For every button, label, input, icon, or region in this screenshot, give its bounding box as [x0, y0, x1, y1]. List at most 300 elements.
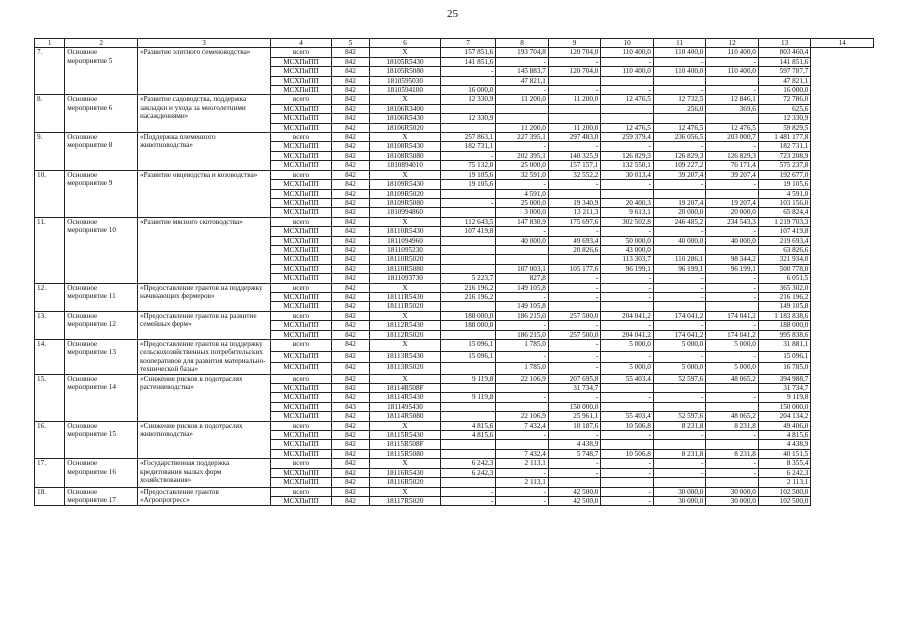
header-cell: 14 — [811, 39, 874, 48]
amount-cell: - — [601, 86, 654, 95]
amount-cell: 20 000,0 — [653, 208, 706, 217]
amount-cell: - — [653, 459, 706, 468]
budget-code-cell: 18111R5020 — [370, 302, 441, 311]
executor-cell: МСХПиПП — [271, 86, 332, 95]
grbs-code-cell: 842 — [331, 245, 369, 254]
executor-cell: МСХПиПП — [271, 236, 332, 245]
amount-cell: 145 883,7 — [496, 67, 549, 76]
amount-cell — [440, 478, 496, 487]
amount-cell: 625,6 — [758, 104, 811, 113]
budget-code-cell: 18113R5430 — [370, 351, 441, 363]
amount-cell: 203 000,7 — [706, 133, 759, 142]
amount-cell: 16 000,0 — [758, 86, 811, 95]
amount-cell: - — [440, 496, 496, 505]
amount-cell: 157 157,1 — [548, 161, 601, 170]
table-row — [35, 283, 874, 292]
amount-cell: 52 597,6 — [653, 412, 706, 421]
amount-cell: - — [601, 487, 654, 496]
amount-cell: 149 105,8 — [496, 302, 549, 311]
amount-cell: - — [601, 351, 654, 363]
amount-cell: 150 000,0 — [548, 402, 601, 411]
amount-cell: - — [601, 292, 654, 301]
amount-cell: 4 591,0 — [758, 189, 811, 198]
amount-cell: 256,0 — [653, 104, 706, 113]
amount-cell: 19 105,6 — [440, 170, 496, 179]
amount-cell — [548, 478, 601, 487]
amount-cell: 126 829,3 — [653, 151, 706, 160]
amount-cell: 49 406,0 — [758, 421, 811, 430]
amount-cell — [440, 412, 496, 421]
amount-cell: 216 196,2 — [440, 292, 496, 301]
amount-cell — [706, 114, 759, 123]
amount-cell: 30 000,0 — [706, 487, 759, 496]
amount-cell: - — [496, 292, 549, 301]
executor-cell: МСХПиПП — [271, 302, 332, 311]
amount-cell — [706, 189, 759, 198]
amount-cell — [440, 236, 496, 245]
amount-cell — [548, 189, 601, 198]
measure-name-cell: Основное мероприятие 5 — [65, 48, 138, 95]
amount-cell — [601, 478, 654, 487]
budget-code-cell: 18110R5080 — [370, 264, 441, 273]
program-title-cell: «Предоставление грантов на развитие семейных ферм» — [137, 311, 270, 339]
executor-cell: МСХПиПП — [271, 393, 332, 402]
amount-cell: 803 460,4 — [758, 48, 811, 57]
table-row — [35, 311, 874, 320]
table-row — [35, 95, 874, 104]
executor-cell: всего — [271, 311, 332, 320]
executor-cell: МСХПиПП — [271, 363, 332, 375]
amount-cell: 22 106,9 — [496, 374, 549, 383]
amount-cell: 11 200,0 — [496, 95, 549, 104]
table-row — [35, 374, 874, 383]
executor-cell: МСХПиПП — [271, 330, 332, 339]
amount-cell: 246 485,2 — [653, 217, 706, 226]
amount-cell: 182 731,1 — [758, 142, 811, 151]
amount-cell: 10 506,8 — [601, 449, 654, 458]
amount-cell — [653, 189, 706, 198]
amount-cell: 3 000,0 — [496, 208, 549, 217]
amount-cell: - — [601, 459, 654, 468]
amount-cell: 216 196,2 — [440, 283, 496, 292]
budget-code-cell: 18106R5430 — [370, 114, 441, 123]
amount-cell: 193 704,8 — [496, 48, 549, 57]
amount-cell: 103 156,0 — [758, 198, 811, 207]
amount-cell: - — [601, 142, 654, 151]
amount-cell: 188 000,0 — [758, 321, 811, 330]
grbs-code-cell: 842 — [331, 198, 369, 207]
budget-code-cell: X — [370, 48, 441, 57]
row-number-cell: 14. — [35, 340, 65, 375]
amount-cell: 4 815,6 — [440, 431, 496, 440]
budget-code-cell: 18114R5080 — [370, 412, 441, 421]
amount-cell: 6 242,3 — [758, 468, 811, 477]
amount-cell: 126 829,3 — [706, 151, 759, 160]
amount-cell — [440, 402, 496, 411]
amount-cell: 149 105,8 — [496, 283, 549, 292]
amount-cell: 48 065,2 — [706, 412, 759, 421]
measure-name-cell: Основное мероприятие 8 — [65, 133, 138, 171]
amount-cell: 55 403,4 — [601, 374, 654, 383]
amount-cell: - — [653, 274, 706, 283]
amount-cell: 6 242,3 — [440, 459, 496, 468]
amount-cell: - — [653, 321, 706, 330]
amount-cell: 63 826,6 — [758, 245, 811, 254]
amount-cell: 20 000,0 — [706, 208, 759, 217]
amount-cell: 1 785,0 — [496, 340, 549, 352]
amount-cell: - — [706, 468, 759, 477]
amount-cell: - — [653, 292, 706, 301]
amount-cell: 16 785,0 — [758, 363, 811, 375]
grbs-code-cell: 842 — [331, 321, 369, 330]
header-cell: 3 — [137, 39, 270, 48]
amount-cell: - — [548, 468, 601, 477]
amount-cell — [706, 76, 759, 85]
amount-cell: 147 830,9 — [496, 217, 549, 226]
amount-cell — [706, 384, 759, 393]
grbs-code-cell: 842 — [331, 283, 369, 292]
amount-cell: 132 550,1 — [601, 161, 654, 170]
executor-cell: МСХПиПП — [271, 440, 332, 449]
header-row — [35, 39, 874, 48]
amount-cell: 7 432,4 — [496, 449, 549, 458]
amount-cell: 42 500,0 — [548, 496, 601, 505]
header-cell: 8 — [496, 39, 549, 48]
amount-cell: 188 000,0 — [440, 321, 496, 330]
amount-cell — [601, 189, 654, 198]
amount-cell: - — [548, 274, 601, 283]
amount-cell: 302 502,8 — [601, 217, 654, 226]
executor-cell: всего — [271, 487, 332, 496]
measure-name-cell: Основное мероприятие 15 — [65, 421, 138, 459]
amount-cell — [440, 302, 496, 311]
amount-cell — [440, 255, 496, 264]
row-number-cell: 16. — [35, 421, 65, 459]
grbs-code-cell: 842 — [331, 302, 369, 311]
amount-cell: 12 476,5 — [653, 123, 706, 132]
amount-cell: - — [496, 431, 549, 440]
amount-cell — [653, 402, 706, 411]
amount-cell: - — [496, 351, 549, 363]
grbs-code-cell: 842 — [331, 330, 369, 339]
amount-cell: 5 223,7 — [440, 274, 496, 283]
amount-cell — [496, 255, 549, 264]
grbs-code-cell: 842 — [331, 227, 369, 236]
program-title-cell: «Предоставление грантов на поддержку сельскохозяйственных потребительских кооперативов для развития материально-технической базы» — [137, 340, 270, 375]
amount-cell: 827,8 — [496, 274, 549, 283]
amount-cell: 175 697,6 — [548, 217, 601, 226]
amount-cell: 2 113,1 — [496, 478, 549, 487]
budget-code-cell: 18109R5080 — [370, 198, 441, 207]
amount-cell: - — [496, 86, 549, 95]
amount-cell — [440, 123, 496, 132]
budget-code-cell: X — [370, 487, 441, 496]
amount-cell: 192 677,0 — [758, 170, 811, 179]
grbs-code-cell: 842 — [331, 104, 369, 113]
grbs-code-cell: 842 — [331, 170, 369, 179]
amount-cell — [440, 104, 496, 113]
amount-cell: 12 476,5 — [601, 95, 654, 104]
amount-cell: 31 881,1 — [758, 340, 811, 352]
amount-cell: 234 543,3 — [706, 217, 759, 226]
row-number-cell: 17. — [35, 459, 65, 487]
amount-cell — [706, 245, 759, 254]
amount-cell: - — [601, 227, 654, 236]
amount-cell: 110 400,0 — [706, 67, 759, 76]
amount-cell: - — [706, 292, 759, 301]
amount-cell: 40 000,0 — [653, 236, 706, 245]
budget-code-cell: 1810994860 — [370, 208, 441, 217]
amount-cell: 15 096,1 — [440, 340, 496, 352]
amount-cell: - — [653, 283, 706, 292]
executor-cell: МСХПиПП — [271, 180, 332, 189]
amount-cell: 30 013,4 — [601, 170, 654, 179]
budget-code-cell: 1810595030 — [370, 76, 441, 85]
amount-cell — [601, 302, 654, 311]
budget-code-cell: 18109R5020 — [370, 189, 441, 198]
amount-cell — [706, 440, 759, 449]
amount-cell: 47 821,1 — [758, 76, 811, 85]
amount-cell: 257 500,0 — [548, 311, 601, 320]
amount-cell: 204 041,2 — [601, 311, 654, 320]
amount-cell — [601, 440, 654, 449]
executor-cell: МСХПиПП — [271, 142, 332, 151]
row-number-cell: 12. — [35, 283, 65, 311]
header-cell: 6 — [370, 39, 441, 48]
amount-cell: 1 481 177,8 — [758, 133, 811, 142]
budget-code-cell: X — [370, 459, 441, 468]
amount-cell: 207 695,8 — [548, 374, 601, 383]
grbs-code-cell: 842 — [331, 459, 369, 468]
budget-code-cell: 18112R5430 — [370, 321, 441, 330]
amount-cell: 72 786,0 — [758, 95, 811, 104]
amount-cell: 98 344,2 — [706, 255, 759, 264]
amount-cell: 2 113,1 — [758, 478, 811, 487]
amount-cell: - — [440, 151, 496, 160]
grbs-code-cell: 842 — [331, 236, 369, 245]
amount-cell: - — [653, 180, 706, 189]
amount-cell — [548, 114, 601, 123]
amount-cell: 40 000,0 — [496, 236, 549, 245]
executor-cell: всего — [271, 340, 332, 352]
grbs-code-cell: 842 — [331, 421, 369, 430]
amount-cell: 236 056,5 — [653, 133, 706, 142]
amount-cell: - — [601, 393, 654, 402]
header-cell: 12 — [706, 39, 759, 48]
amount-cell: 47 821,1 — [496, 76, 549, 85]
amount-cell: 55 403,4 — [601, 412, 654, 421]
amount-cell: 49 693,4 — [548, 236, 601, 245]
executor-cell: всего — [271, 374, 332, 383]
amount-cell: 186 215,0 — [496, 311, 549, 320]
amount-cell: 15 096,1 — [440, 351, 496, 363]
budget-code-cell: X — [370, 340, 441, 352]
budget-code-cell: X — [370, 133, 441, 142]
amount-cell: 15 096,1 — [758, 351, 811, 363]
grbs-code-cell: 842 — [331, 363, 369, 375]
amount-cell: 112 643,5 — [440, 217, 496, 226]
amount-cell: 31 734,7 — [758, 384, 811, 393]
program-title-cell: «Развитие садоводства, поддержка закладки и ухода за многолетними насаждениями» — [137, 95, 270, 133]
amount-cell: 110 400,0 — [601, 67, 654, 76]
amount-cell: 48 065,2 — [706, 374, 759, 383]
amount-cell: - — [496, 142, 549, 151]
amount-cell: - — [496, 57, 549, 66]
program-title-cell: «Поддержка племенного животноводства» — [137, 133, 270, 171]
table-row — [35, 459, 874, 468]
amount-cell: 186 215,0 — [496, 330, 549, 339]
measure-name-cell: Основное мероприятие 11 — [65, 283, 138, 311]
budget-code-cell: 18110R5430 — [370, 227, 441, 236]
amount-cell — [440, 245, 496, 254]
amount-cell — [440, 330, 496, 339]
amount-cell — [496, 245, 549, 254]
amount-cell: 110 400,0 — [601, 48, 654, 57]
amount-cell — [548, 302, 601, 311]
grbs-code-cell: 842 — [331, 496, 369, 505]
amount-cell — [440, 384, 496, 393]
amount-cell: 257 863,1 — [440, 133, 496, 142]
executor-cell: всего — [271, 217, 332, 226]
executor-cell: МСХПиПП — [271, 321, 332, 330]
header-cell: 9 — [548, 39, 601, 48]
grbs-code-cell: 842 — [331, 123, 369, 132]
amount-cell: - — [706, 180, 759, 189]
amount-cell: 4 438,9 — [758, 440, 811, 449]
amount-cell: 12 846,1 — [706, 95, 759, 104]
budget-code-cell: 1810894010 — [370, 161, 441, 170]
row-number-cell: 18. — [35, 487, 65, 506]
executor-cell: МСХПиПП — [271, 255, 332, 264]
program-title-cell: «Развитие элитного семеноводства» — [137, 48, 270, 95]
grbs-code-cell: 842 — [331, 264, 369, 273]
amount-cell: 110 400,0 — [706, 48, 759, 57]
amount-cell: 500 778,0 — [758, 264, 811, 273]
budget-code-cell: 18108R5080 — [370, 151, 441, 160]
amount-cell — [548, 255, 601, 264]
amount-cell: 107 003,1 — [496, 264, 549, 273]
executor-cell: МСХПиПП — [271, 496, 332, 505]
grbs-code-cell: 843 — [331, 402, 369, 411]
header-cell: 13 — [758, 39, 811, 48]
budget-code-cell: X — [370, 374, 441, 383]
amount-cell: 11 200,0 — [548, 123, 601, 132]
amount-cell: 8 231,8 — [653, 449, 706, 458]
amount-cell: 109 227,2 — [653, 161, 706, 170]
executor-cell: всего — [271, 95, 332, 104]
grbs-code-cell: 842 — [331, 351, 369, 363]
amount-cell: - — [653, 468, 706, 477]
amount-cell: - — [706, 274, 759, 283]
amount-cell: 12 330,9 — [440, 114, 496, 123]
amount-cell: 597 787,7 — [758, 67, 811, 76]
amount-cell: - — [601, 496, 654, 505]
executor-cell: МСХПиПП — [271, 245, 332, 254]
budget-code-cell: 18112R5020 — [370, 330, 441, 339]
amount-cell: 4 591,0 — [496, 189, 549, 198]
budget-code-cell: X — [370, 421, 441, 430]
amount-cell: - — [653, 393, 706, 402]
amount-cell: - — [548, 363, 601, 375]
amount-cell: - — [496, 227, 549, 236]
budget-code-cell: 1811495430 — [370, 402, 441, 411]
amount-cell: 174 041,2 — [653, 330, 706, 339]
amount-cell: 96 199,1 — [653, 264, 706, 273]
amount-cell: 182 731,1 — [440, 142, 496, 151]
budget-code-cell: X — [370, 95, 441, 104]
amount-cell: 10 187,6 — [548, 421, 601, 430]
executor-cell: МСХПиПП — [271, 151, 332, 160]
amount-cell: 31 734,7 — [548, 384, 601, 393]
amount-cell: 110 400,0 — [653, 67, 706, 76]
amount-cell: - — [601, 180, 654, 189]
amount-cell — [440, 264, 496, 273]
amount-cell: 365 302,0 — [758, 283, 811, 292]
amount-cell: - — [706, 431, 759, 440]
amount-cell: - — [548, 459, 601, 468]
amount-cell: 19 105,6 — [440, 180, 496, 189]
amount-cell — [601, 114, 654, 123]
amount-cell: 394 988,7 — [758, 374, 811, 383]
grbs-code-cell: 842 — [331, 412, 369, 421]
program-title-cell: «Снижение рисков в подотраслях растениеводства» — [137, 374, 270, 421]
amount-cell: 227 395,1 — [496, 133, 549, 142]
amount-cell: 102 500,0 — [758, 487, 811, 496]
header-cell: 7 — [440, 39, 496, 48]
amount-cell: 157 851,6 — [440, 48, 496, 57]
amount-cell: 110 400,0 — [653, 48, 706, 57]
amount-cell: 120 704,0 — [548, 67, 601, 76]
grbs-code-cell: 842 — [331, 393, 369, 402]
executor-cell: МСХПиПП — [271, 478, 332, 487]
grbs-code-cell: 842 — [331, 468, 369, 477]
grbs-code-cell: 842 — [331, 440, 369, 449]
budget-code-cell: 18106R3400 — [370, 104, 441, 113]
table-row — [35, 133, 874, 142]
amount-cell: 11 200,0 — [548, 95, 601, 104]
row-number-cell: 8. — [35, 95, 65, 133]
program-funding-table — [34, 38, 874, 506]
executor-cell: МСХПиПП — [271, 384, 332, 393]
amount-cell: 204 134,2 — [758, 412, 811, 421]
amount-cell: 150 000,0 — [758, 402, 811, 411]
executor-cell: МСХПиПП — [271, 292, 332, 301]
grbs-code-cell: 842 — [331, 274, 369, 283]
amount-cell: 5 000,0 — [601, 363, 654, 375]
amount-cell — [440, 440, 496, 449]
budget-code-cell: 18115R5080 — [370, 449, 441, 458]
amount-cell: 107 419,8 — [440, 227, 496, 236]
amount-cell: - — [548, 431, 601, 440]
budget-code-cell: 18108R5430 — [370, 142, 441, 151]
executor-cell: МСХПиПП — [271, 57, 332, 66]
amount-cell: 13 211,3 — [548, 208, 601, 217]
amount-cell: 110 286,1 — [653, 255, 706, 264]
amount-cell: - — [496, 180, 549, 189]
amount-cell: 1 183 838,6 — [758, 311, 811, 320]
amount-cell: 257 500,0 — [548, 330, 601, 339]
measure-name-cell: Основное мероприятие 9 — [65, 170, 138, 217]
executor-cell: МСХПиПП — [271, 402, 332, 411]
amount-cell: 22 106,9 — [496, 412, 549, 421]
amount-cell — [496, 440, 549, 449]
executor-cell: МСХПиПП — [271, 468, 332, 477]
amount-cell: 50 000,0 — [601, 236, 654, 245]
amount-cell — [496, 114, 549, 123]
amount-cell: 140 325,9 — [548, 151, 601, 160]
amount-cell — [601, 104, 654, 113]
amount-cell: 19 207,4 — [706, 198, 759, 207]
